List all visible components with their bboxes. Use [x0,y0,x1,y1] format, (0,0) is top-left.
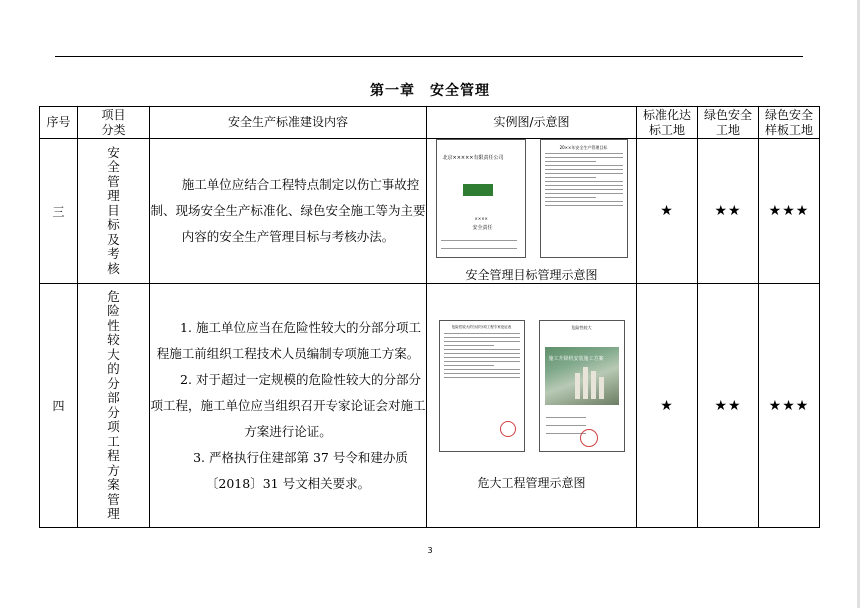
row-seq: 四 [40,284,78,528]
header-category: 项目分类 [78,107,150,139]
target-text-thumbnail: 20××年安全生产管理目标 [540,139,628,258]
row-example [427,284,637,528]
row-content [150,284,427,528]
header-seq: 序号 [40,107,78,139]
expert-review-form-thumbnail: 危险性较大的分部分项工程专家论证表 [439,320,525,452]
header-green-site: 绿色安全工地 [698,107,759,139]
target-cover-thumbnail: 北京×××××有限责任公司 ×××× 安全责任 [436,139,526,258]
rating-standard: ★ [637,284,698,528]
example-caption: 危大工程管理示意图 [477,476,586,490]
construction-plan-cover-thumbnail: 危险性较大 施工升降机安装施工方案 [539,320,625,452]
table-row [40,139,820,284]
header-model-site: 绿色安全样板工地 [759,107,820,139]
row-category: 危险性较大的分部分项工程方案管理 [78,284,150,528]
content-paragraph: 2. 对于超过一定规模的危险性较大的分部分项工程，施工单位应当组织召开专家论证会对施工方案进行论证。 [150,371,426,439]
rating-green: ★★ [698,284,759,528]
example-caption: 安全管理目标管理示意图 [465,268,598,282]
content-paragraph: 施工单位应结合工程特点制定以伤亡事故控制、现场安全生产标准化、绿色安全施工等为主要内容的安全生产管理目标与考核办法。 [150,177,426,244]
table-header-row [40,107,820,139]
rating-standard: ★ [637,139,698,284]
header-rule [55,56,803,57]
row-example [427,139,637,284]
header-content: 安全生产标准建设内容 [150,107,427,139]
row-category: 安全管理目标及考核 [78,139,150,284]
page-number: 3 [427,546,433,555]
chapter-title: 第一章 安全管理 [370,83,490,99]
standards-table [39,106,820,528]
header-example: 实例图/示意图 [427,107,637,139]
content-paragraph: 3. 严格执行住建部第 37 号令和建办质〔2018〕31 号文相关要求。 [193,449,408,491]
table-row [40,284,820,528]
rating-green: ★★ [698,139,759,284]
rating-model: ★★★ [759,139,820,284]
row-seq: 三 [40,139,78,284]
rating-model: ★★★ [759,284,820,528]
content-paragraph: 1. 施工单位应当在危险性较大的分部分项工程施工前组织工程技术人员编制专项施工方案。 [156,319,421,361]
header-standard-site: 标准化达标工地 [637,107,698,139]
row-content [150,139,427,284]
